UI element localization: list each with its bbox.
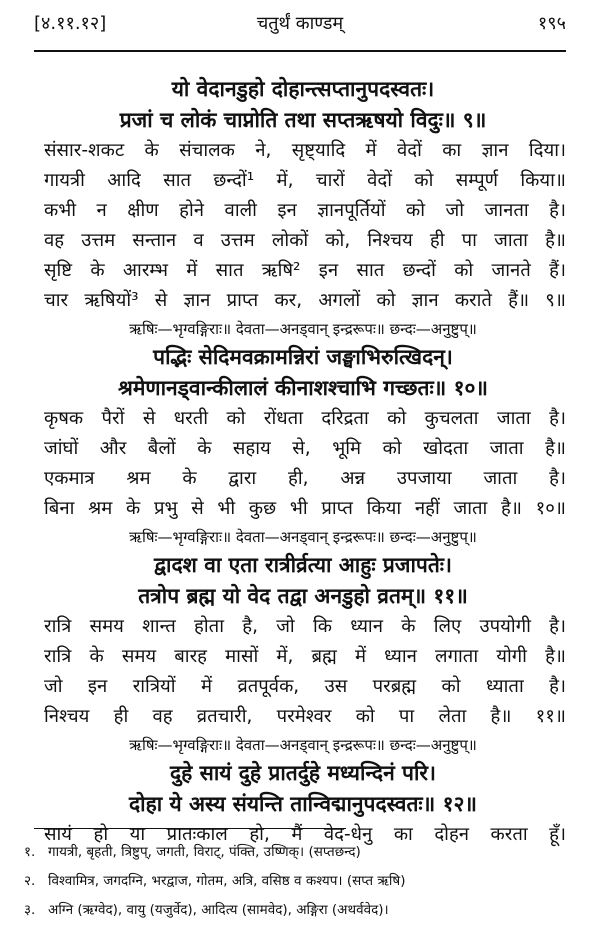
mantra-line: पद्भिः सेदिमवक्रामन्निरां जङ्घाभिरुत्खिदन्। [153, 345, 453, 369]
mantra-line: प्रजां च लोकं चाप्नोति तथा सप्तऋषयो विदुः॥ ९॥ [119, 108, 487, 132]
mantra-line: तत्रोप ब्रह्म यो वेद तद्वा अनडुहो व्रतम्॥ ११॥ [138, 584, 468, 608]
mantra-line: यो वेदानडुहो दोहान्त्सप्तानुपदस्वतः। [171, 77, 435, 101]
translation-line: जो इन रात्रियों में व्रतपूर्वक, उस परब्रह्म को ध्याता है। [44, 676, 566, 697]
page-header [34, 0, 566, 46]
page-body [40, 74, 566, 850]
page-number: १९५ [537, 13, 566, 34]
chapter-title: चतुर्थं काण्डम् [256, 13, 344, 34]
translation-line: रात्रि समय शान्त होता है, जो कि ध्यान के लिए उपयोगी है। [44, 616, 566, 637]
footnote-number: ३. [24, 902, 36, 918]
translation-line: गायत्री आदि सात छन्दों¹ में, चारों वेदों को सम्पूर्ण किया॥ [44, 170, 566, 191]
mantra-meta: ऋषिः—भृग्वङ्गिराः॥ देवता—अनड्वान् इन्द्ररूपः॥ छन्दः—अनुष्टुप्॥ [129, 736, 477, 754]
footnote-rule [34, 828, 346, 829]
footnotes [24, 838, 580, 925]
footnote-number: २. [24, 873, 36, 889]
mantra-meta: ऋषिः—भृग्वङ्गिराः॥ देवता—अनड्वान् इन्द्ररूपः॥ छन्दः—अनुष्टुप्॥ [129, 528, 477, 546]
mantra-line: दोहा ये अस्य संयन्ति तान्विद्मानुपदस्वतः॥ १२॥ [129, 792, 477, 816]
footnote [24, 867, 580, 896]
translation-line: सृष्टि के आरम्भ में सात ऋषि² इन सात छन्दों को जानते हैं। [44, 260, 566, 281]
header-rule [34, 50, 566, 52]
translation-line: चार ऋषियों³ से ज्ञान प्राप्त कर, अगलों को ज्ञान कराते हैं॥ ९॥ [44, 290, 566, 311]
translation-line: जांघों और बैलों के सहाय से, भूमि को खोदता जाता है॥ [44, 438, 566, 459]
footnote-text: गायत्री, बृहती, त्रिष्टुप्, जगती, विराट्, पंक्ति, उष्णिक्। (सप्तछन्द) [48, 844, 361, 860]
translation-line: निश्चय ही वह व्रतचारी, परमेश्वर को पा लेता है॥ ११॥ [44, 706, 566, 727]
translation-line: संसार-शकट के संचालक ने, सृष्ट्यादि में वेदों का ज्ञान दिया। [44, 140, 566, 161]
footnote-text: विश्वामित्र, जगदग्नि, भरद्वाज, गोतम, अत्रि, वसिष्ठ व कश्यप। (सप्त ऋषि) [48, 873, 406, 889]
translation-line: एकमात्र श्रम के द्वारा ही, अन्न उपजाया जाता है। [44, 468, 566, 489]
translation-line: बिना श्रम के प्रभु से भी कुछ भी प्राप्त किया नहीं जाता है॥ १०॥ [44, 498, 566, 519]
mantra-line: द्वादश वा एता रात्रीर्व्रत्या आहुः प्रजापतेः। [153, 553, 452, 577]
mantra-line: श्रमेणानड्वान्कीलालं कीनाशश्चाभि गच्छतः॥ १०॥ [117, 376, 488, 400]
verse-reference: [४.११.१२] [34, 13, 107, 34]
footnote-text: अग्नि (ऋग्वेद), वायु (यजुर्वेद), आदित्य (सामवेद), अङ्गिरा (अथर्ववेद)। [48, 902, 389, 918]
translation-line: रात्रि के समय बारह मासों में, ब्रह्म में ध्यान लगाता योगी है॥ [44, 646, 566, 667]
mantra-line: दुहे सायं दुहे प्रातर्दुहे मध्यन्दिनं परि। [170, 761, 436, 785]
translation-line: वह उत्तम सन्तान व उत्तम लोकों को, निश्चय ही पा जाता है॥ [44, 230, 566, 251]
mantra-meta: ऋषिः—भृग्वङ्गिराः॥ देवता—अनड्वान् इन्द्ररूपः॥ छन्दः—अनुष्टुप्॥ [129, 320, 477, 338]
footnote [24, 896, 580, 925]
footnote [24, 838, 580, 867]
footnote-number: १. [24, 844, 36, 860]
translation-line: कृषक पैरों से धरती को रोंधता दरिद्रता को कुचलता जाता है। [44, 408, 566, 429]
translation-line: कभी न क्षीण होने वाली इन ज्ञानपूर्तियों को जो जानता है। [44, 200, 566, 221]
translation-line: सायं हो या प्रातःकाल हो, मैं वेद-धेनु का दोहन करता हूँ। [44, 824, 566, 845]
